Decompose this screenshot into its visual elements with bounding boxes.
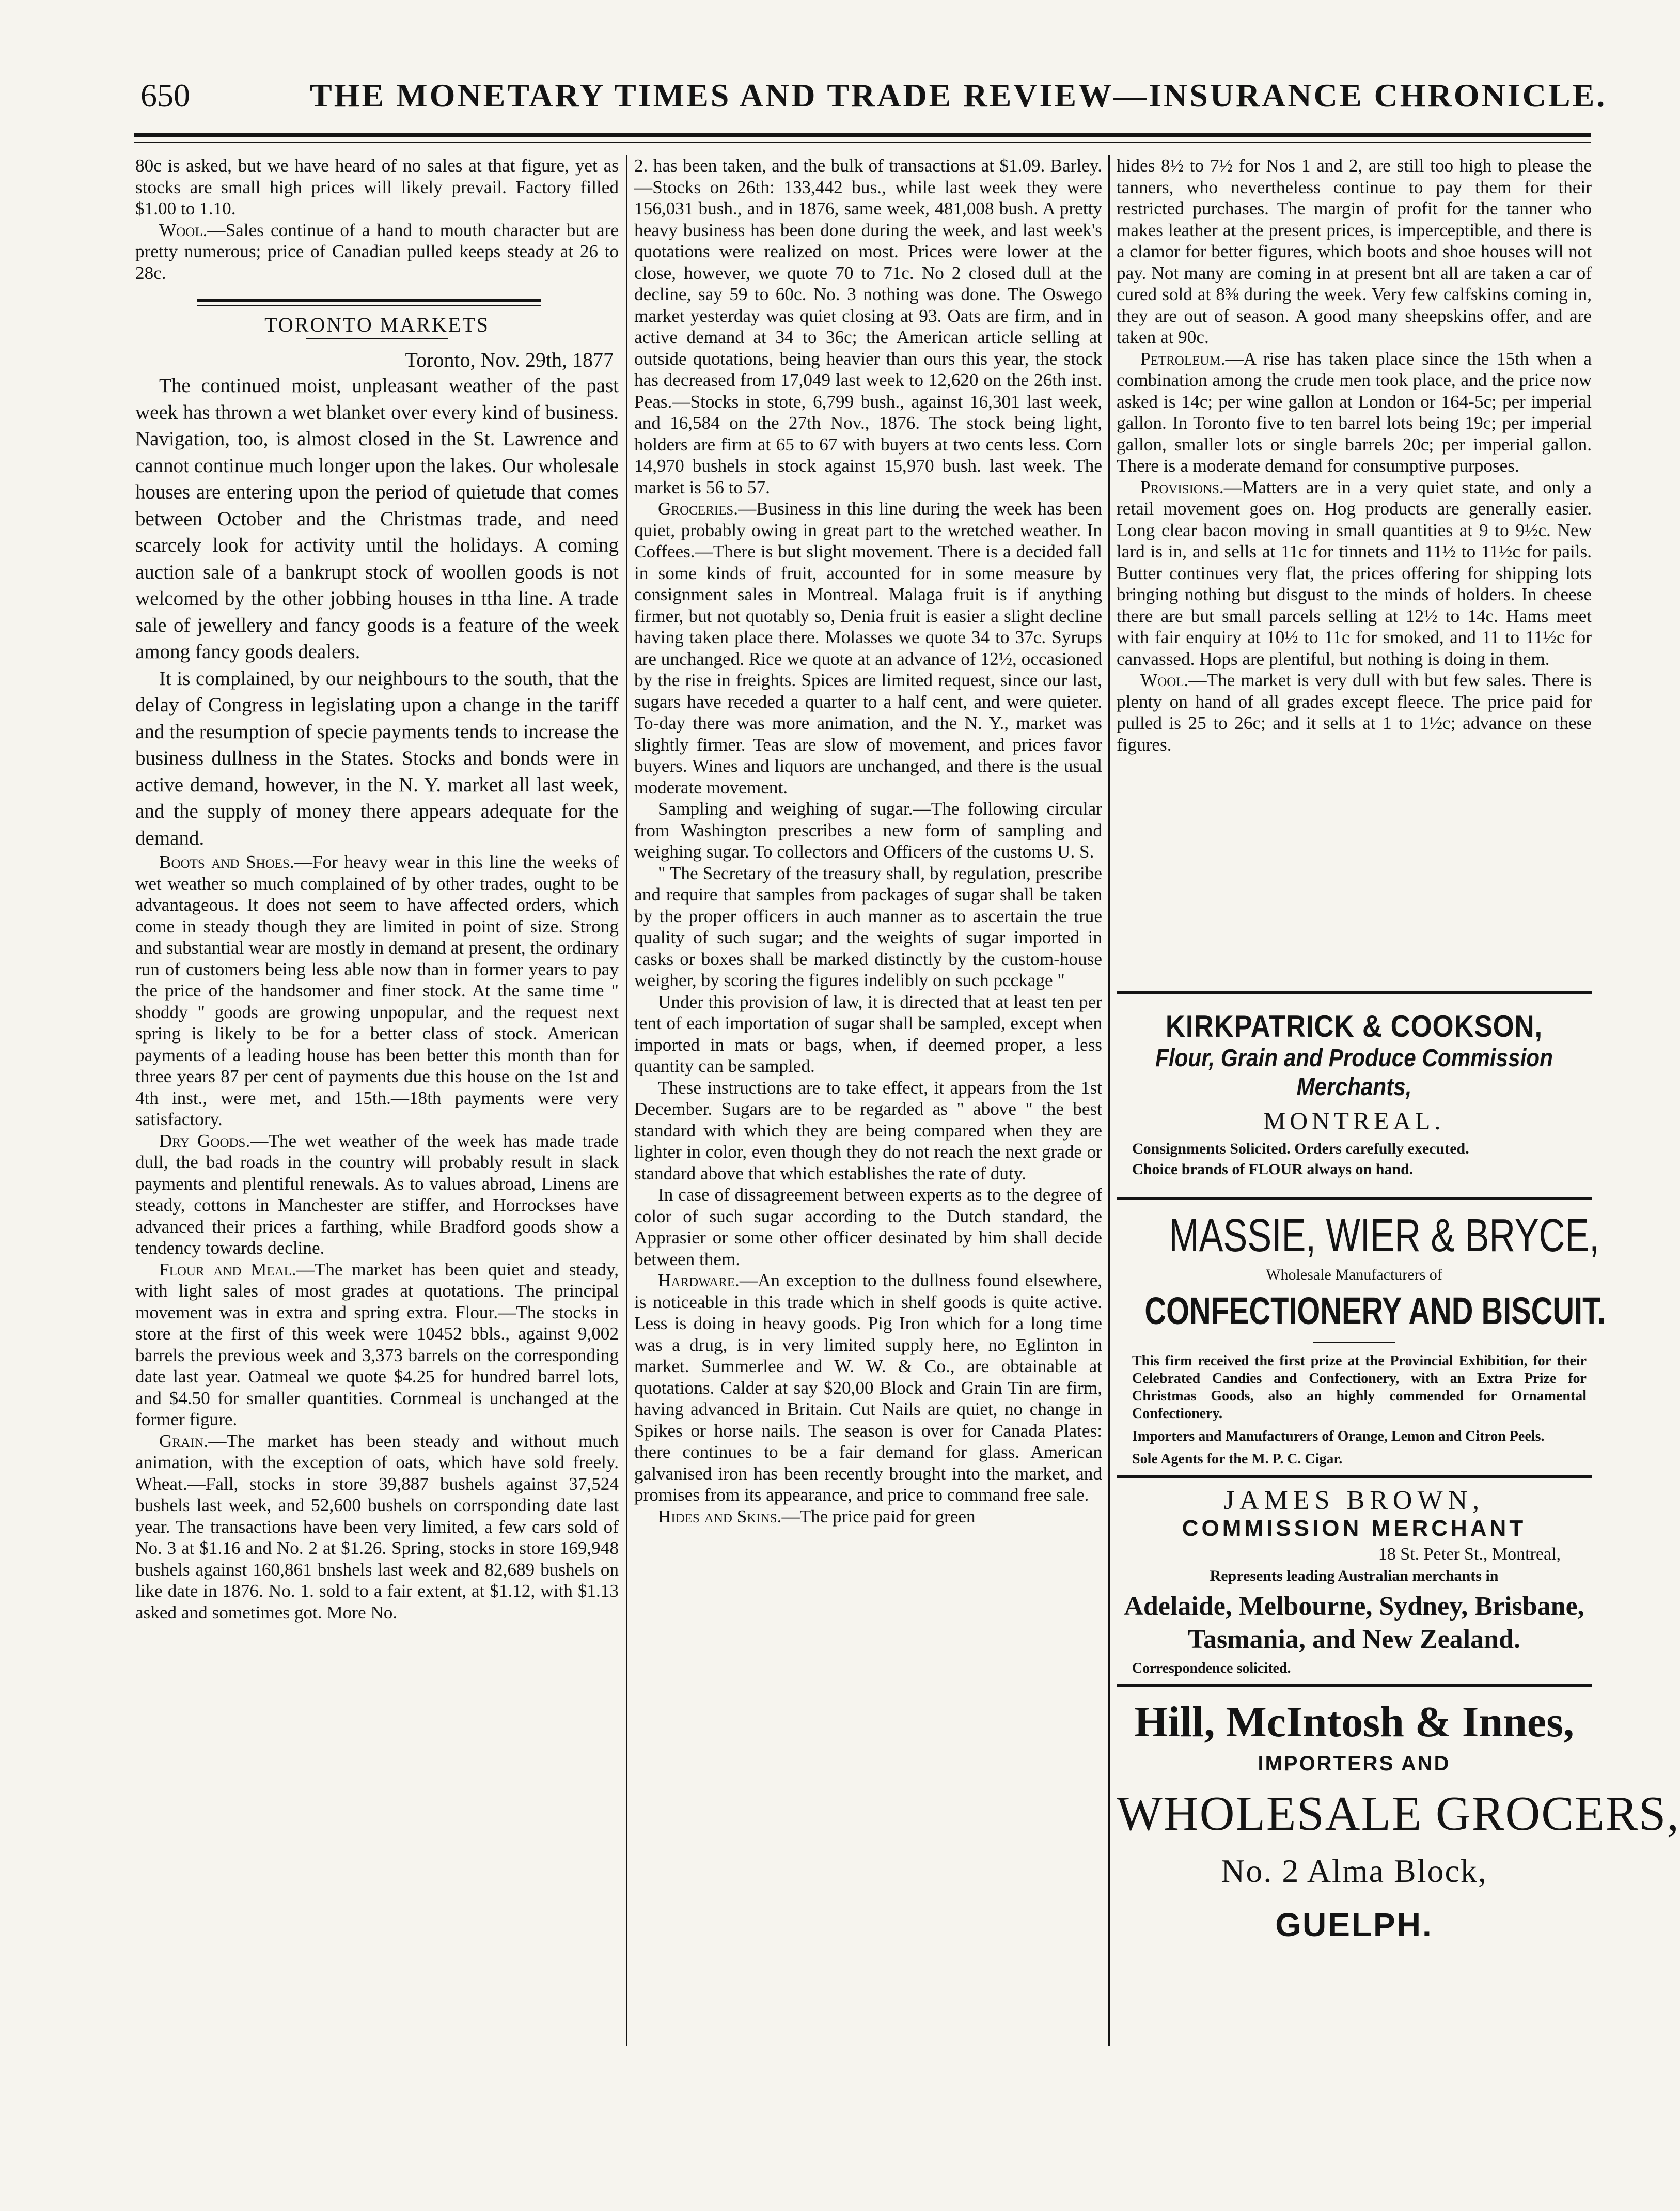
ad-paragraph: Sole Agents for the M. P. C. Cigar. bbox=[1132, 1451, 1343, 1467]
ad-hill-mcintosh-innes bbox=[1117, 1697, 1680, 1944]
paragraph-text: —Matters are in a very quiet state, and only a retail movement goes on. Hog products are generally easier. Long clear bacon moving in small quantities at 9 to 9½c. New lard is in, and sells at 11c for tinnets and 11½ to 11½c for pails. Butter continues very flat, the prices offering for shipping lots bringing nothing but disgust to the minds of holders. In cheese there are but small parcels selling at 12½ to 14c. Hams meet with fair enquiry at 10½ to 11c for smoked, and 11 to 11½c for canvassed. Hops are plentiful, but nothing is doing in them. bbox=[1117, 477, 1592, 669]
paragraph bbox=[135, 220, 619, 284]
lead-article bbox=[135, 372, 619, 851]
section-rule bbox=[197, 299, 541, 302]
paragraph bbox=[135, 1430, 619, 1624]
paragraph-lead: Petroleum. bbox=[1140, 348, 1226, 369]
paragraph: It is complained, by our neighbours to the south, that the delay of Congress in legislating upon a change in the tariff and the resumption of specie payments tends to increase the business dullness in the States. Stocks and bonds were in active demand, however, in the N. Y. market all last week, and the supply of money there appears adequate for the demand. bbox=[135, 667, 619, 849]
advertisements bbox=[1117, 984, 1680, 2079]
paragraph: These instructions are to take effect, it appears from the 1st December. Sugars are to be regarded as " above " the best standard with which they are being compared when they are lighter in color, even though they do not reach the next grade or standard above that which establishes the rate of duty. bbox=[634, 1077, 1102, 1184]
paragraph-text: —The price paid for green bbox=[781, 1506, 976, 1527]
paragraph-lead: Flour and Meal. bbox=[159, 1259, 296, 1280]
ad-address: 18 St. Peter St., Montreal, bbox=[1378, 1545, 1561, 1564]
ad-note: Correspondence solicited. bbox=[1132, 1660, 1291, 1676]
paragraph-text: —The market is very dull with but few sales. There is plenty on hand of all grades except fleece. The price paid for pulled is 25 to 26c; and it sells at 1 to 1½c; advance on these figures. bbox=[1117, 670, 1592, 755]
paragraph bbox=[634, 1270, 1102, 1506]
ad-tagline: IMPORTERS AND bbox=[1258, 1752, 1451, 1775]
running-title: THE MONETARY TIMES AND TRADE REVIEW—INSURANCE CHRONICLE. bbox=[310, 77, 1607, 114]
paragraph bbox=[1117, 477, 1592, 670]
page-header bbox=[0, 62, 1680, 129]
ad-paragraph: Importers and Manufacturers of Orange, Lemon and Citron Peels. bbox=[1132, 1428, 1545, 1444]
ad-headline: CONFECTIONERY AND BISCUIT. bbox=[1144, 1289, 1606, 1332]
paragraph: Under this provision of law, it is directed that at least ten per tent of each importation of sugar shall be sampled, except when imported in mats or bags, when, if deemed proper, a less quantity can be sampled. bbox=[634, 991, 1102, 1076]
paragraph bbox=[1117, 669, 1592, 755]
paragraph-lead: Boots and Shoes. bbox=[159, 852, 294, 872]
ad-firm-name: MASSIE, WIER & BRYCE, bbox=[1169, 1210, 1599, 1262]
ad-city: MONTREAL. bbox=[1263, 1108, 1445, 1135]
ad-city: GUELPH. bbox=[1275, 1906, 1433, 1943]
ad-firm-name: KIRKPATRICK & COOKSON, bbox=[1165, 1009, 1543, 1044]
column-divider-2 bbox=[1108, 155, 1110, 2046]
section-rule-thin bbox=[197, 305, 541, 306]
ad-firm-name: JAMES BROWN, bbox=[1223, 1486, 1485, 1515]
paragraph-lead: Dry Goods. bbox=[159, 1130, 250, 1151]
page-number: 650 bbox=[140, 77, 190, 114]
paragraph bbox=[135, 1130, 619, 1259]
ad-tagline: Flour, Grain and Produce Commission bbox=[1155, 1045, 1553, 1072]
ad-short-rule bbox=[1313, 1342, 1395, 1343]
paragraph: In case of dissagreement between experts as to the degree of color of such sugar according to the Dutch standard, the Apprasier or some other officer desinated by him shall decide between them. bbox=[634, 1185, 1102, 1269]
paragraph bbox=[634, 498, 1102, 798]
ad-massie-wier-bryce bbox=[1117, 1207, 1606, 1468]
ad-rule bbox=[1117, 991, 1592, 994]
paragraph: The continued moist, unpleasant weather of the past week has thrown a wet blanket over every kind of business. Navigation, too, is almost closed in the St. Lawrence and cannot continue much longer upon the lakes. Our wholesale houses are entering upon the period of quietude that comes between October and the Christmas trade, and need scarcely look for activity until the holidays. A coming auction sale of a bankrupt stock of woollen goods is not welcomed by the other jobbing houses in ttha line. A trade sale of jewellery and fancy goods is a feature of the week among fancy goods dealers. bbox=[135, 375, 619, 663]
ad-rule bbox=[1117, 1197, 1592, 1200]
paragraph-lead: Hardware. bbox=[658, 1270, 740, 1290]
paragraph: 80c is asked, but we have heard of no sales at that figure, yet as stocks are small high prices will likely prevail. Factory filled $1.00 to 1.10. bbox=[135, 155, 619, 219]
paragraph-text: —The wet weather of the week has made trade dull, the bad roads in the country will probably result in slack payments and plentiful renewals. As to values abroad, Linens are steady, cottons in Manchester are stiffer, and Horrockses have advanced their prices a farthing, while Bradford goods show a tendency towards decline. bbox=[135, 1130, 619, 1258]
ad-address: No. 2 Alma Block, bbox=[1221, 1852, 1487, 1889]
ad-note: Choice brands of FLOUR always on hand. bbox=[1132, 1161, 1414, 1178]
paragraph: " The Secretary of the treasury shall, by regulation, prescribe and require that samples from packages of sugar shall be taken by the proper officers in auch manner as to ascertain the true quality of such sugar; and the weights of sugar imported in casks or boxes shall be marked distinctly by the custom-house weigher, by scoring the figures indelibly on such pcckage " bbox=[634, 863, 1102, 990]
ad-rule bbox=[1117, 1684, 1592, 1687]
paragraph-text: —For heavy wear in this line the weeks of wet weather so much complained of by other trades, ought to be advantageous. It does not seem to have affected orders, which come in steady though they are limited in point of size. Strong and substantial wear are mostly in demand at present, the ordinary run of customers being less able now than in former years to pay the price of the handsomer and finer stock. At the same time " shoddy " goods are growing unpopular, and the request next spring is likely to be for a better class of stock. American payments of a leading house has been better this month than for three years 87 per cent of payments due this house on the 1st and 4th inst., were met, and 15th.—18th payments were very satisfactory. bbox=[135, 852, 619, 1129]
section-underline bbox=[306, 338, 448, 339]
paragraph-lead: Wool. bbox=[1140, 670, 1189, 690]
ad-james-brown bbox=[1117, 1485, 1592, 1677]
ad-note: Consignments Solicited. Orders carefully executed. bbox=[1132, 1140, 1469, 1157]
paragraph-lead: Provisions. bbox=[1140, 477, 1224, 497]
paragraph-lead: Groceries. bbox=[658, 499, 739, 519]
paragraph: hides 8½ to 7½ for Nos 1 and 2, are still too high to please the tanners, who nevertheless continue to pay them for their restricted purchases. The margin of profit for the tanner who makes leather at the present prices, is imperceptible, and there is a clamor for better figures, which boots and shoe houses will not pay. Not many are coming in at present bnt all are taken a car of cured sold at 8⅜ during the week. Very few calfskins coming in, they are out of season. A good many sheepskins offer, and are taken at 90c. bbox=[1117, 155, 1592, 347]
column-divider-1 bbox=[626, 155, 627, 2046]
ad-firm-name: Hill, McIntosh & Innes, bbox=[1134, 1698, 1574, 1746]
ad-subtitle: Wholesale Manufacturers of bbox=[1266, 1266, 1442, 1283]
paragraph-text: —Business in this line during the week has been quiet, probably owing in great part to the wretched weather. In Coffees.—There is but slight movement. There is a decided fall in some kinds of fruit, accounted for in some measure by consignment sales in Montreal. Malaga fruit is if anything firmer, but not quotably so, Denia fruit is easier a slight decline having taken place there. Molasses we quote 34 to 37c. Syrups are unchanged. Rice we quote at an advance of 12½, occasioned by the rise in freights. Spices are limited request, since our last, sugars have receded a quarter to a half cent, and were quieter. To-day there was more animation, and the N. Y., market was slightly firmer. Teas are slow of movement, and prices favor buyers. Wines and liquors are unchanged, and there is the usual moderate movement. bbox=[634, 499, 1102, 798]
paragraph-lead: Wool. bbox=[159, 220, 208, 240]
paragraph-text: —An exception to the dullness found elsewhere, is noticeable in this trade which in shelf goods is quite active. Less is doing in heavy goods. Pig Iron which for a long time was a drug, is in very limited supply here, no Eglinton in market. Summerlee and W. W. & Co., are obtainable at quotations. Calder at say $20,00 Block and Grain Tin are firm, having advanced in Britain. Cut Nails are quiet, no change in Spikes or horse nails. The season is over for Canada Plates: there continues to be a fair demand for glass. American galvanised iron has been recently brought into the market, and promises from its appearance, and price to command free sale. bbox=[634, 1270, 1102, 1505]
ad-headline: WHOLESALE GROCERS, bbox=[1117, 1787, 1680, 1841]
ad-tagline: Merchants, bbox=[1296, 1073, 1412, 1101]
paragraph-text: —A rise has taken place since the 15th when a combination among the crude men took place, and the price now asked is 14c; per wine gallon at London or 164-5c; per imperial gallon. In Toronto five to ten barrel lots being 19c; per imperial gallon, smaller lots or single barrels 20c; per imperial gallon. There is a moderate demand for consumptive purposes. bbox=[1117, 348, 1592, 476]
ad-kirkpatrick-cookson bbox=[1117, 1008, 1592, 1180]
header-rule bbox=[134, 133, 1591, 137]
paragraph bbox=[135, 851, 619, 1130]
paragraph-text: —The market has been steady and without much animation, with the exception of oats, which have sold freely. Wheat.—Fall, stocks in store 39,887 bushels against 37,524 bushels last week, and 52,600 bushels on corrsponding date last year. The transactions have been very limited, a few cars sold of No. 3 at $1.16 and No. 2 at $1.26. Spring, stocks in store 169,948 bushels against 160,861 bnshels last week and 82,689 bushels on like date in 1876. No. 1. sold to a fair extent, at $1.12, with $1.13 asked and sometimes got. More No. bbox=[135, 1430, 619, 1623]
column-3 bbox=[1117, 155, 1592, 982]
ad-rule bbox=[1117, 1475, 1592, 1478]
ad-note: Represents leading Australian merchants in bbox=[1210, 1567, 1499, 1584]
paragraph: 2. has been taken, and the bulk of transactions at $1.09. Barley.—Stocks on 26th: 133,442 bus., while last week they were 156,031 bush., and in 1876, same week, 481,008 bush. A pretty heavy business has been done during the week, and last week's quotations were realized on most. Prices were lower at the close, however, we quote 70 to 71c. No 2 closed dull at the decline, say 59 to 60c. No. 3 nothing was done. The Oswego market yesterday was quiet closing at 93. Oats are firm, and in active demand at 34 to 36c; the American article selling at outside quotations, being heavier than ours this year, the stock has decreased from 17,049 last week to 12,620 on the 26th inst. Peas.—Stocks in stote, 6,799 bush., against 16,301 last week, and 16,584 on the 27th Nov., 1876. The stock being light, holders are firm at 65 to 67 with buyers at two cents less. Corn 14,970 bushels in stock against 15,970 bush. last week. The market is 56 to 57. bbox=[634, 155, 1102, 497]
ad-tagline: COMMISSION MERCHANT bbox=[1182, 1516, 1527, 1541]
column-1 bbox=[135, 155, 619, 2046]
section-title: TORONTO MARKETS bbox=[264, 313, 490, 336]
paragraph bbox=[1117, 348, 1592, 477]
paragraph bbox=[634, 1506, 1102, 1528]
dateline: Toronto, Nov. 29th, 1877 bbox=[405, 348, 614, 371]
paragraph bbox=[135, 1259, 619, 1430]
header-rule-thin bbox=[134, 142, 1591, 143]
paragraph-lead: Hides and Skins. bbox=[658, 1506, 782, 1527]
ad-body bbox=[1117, 1352, 1592, 1468]
paragraph-text: —The market has been quiet and steady, with light sales of most grades at quotations. The principal movement was in extra and spring extra. Flour.—The stocks in store at the first of this week were 10452 bbls., against 9,002 barrels the previous week and 3,373 barrels on the corresponding date last year. Oatmeal we quote $4.25 for hundred barrel lots, and $4.50 for smaller quantities. Cornmeal is unchanged at the former figure. bbox=[135, 1259, 619, 1429]
paragraph: Sampling and weighing of sugar.—The following circular from Washington prescribes a new form of sampling and weighing sugar. To collectors and Officers of the customs U. S. bbox=[634, 799, 1102, 862]
paragraph-text: —Sales continue of a hand to mouth character but are pretty numerous; price of Canadian pulled keeps steady at 26 to 28c. bbox=[135, 220, 619, 283]
column-2 bbox=[634, 155, 1102, 2046]
ad-cities: Adelaide, Melbourne, Sydney, Brisbane, Tasmania, and New Zealand. bbox=[1124, 1592, 1584, 1654]
paragraph-lead: Grain. bbox=[159, 1430, 209, 1451]
ad-paragraph: This firm received the first prize at the Provincial Exhibition, for their Celebrated Candies and Confectionery, with an Extra Prize for Christmas Goods, also an highly commended for Ornamental Confectionery. bbox=[1132, 1353, 1587, 1422]
